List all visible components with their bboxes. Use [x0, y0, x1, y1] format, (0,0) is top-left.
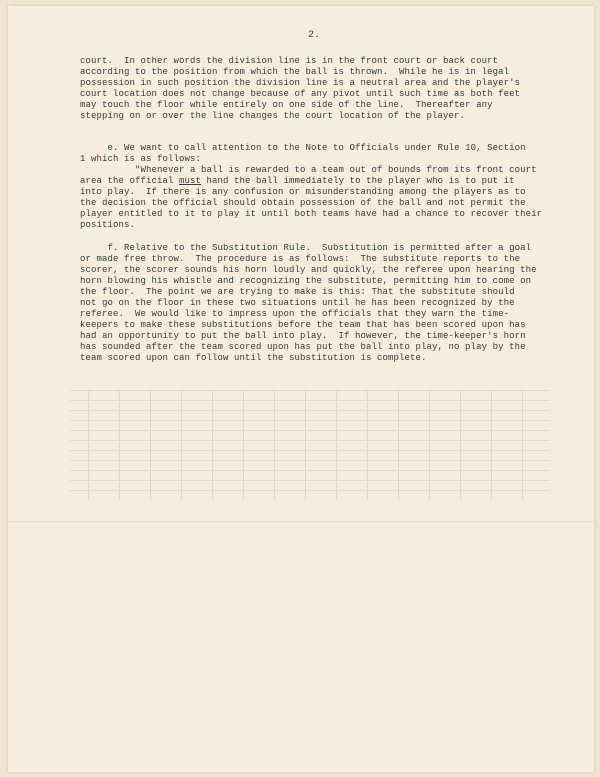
quoted-rule — [80, 165, 560, 231]
text-line-before: area the official — [80, 176, 180, 186]
text-line: keepers to make these substitutions before the team that has been scored upon has — [80, 320, 526, 330]
underlined-word: must — [179, 176, 202, 186]
text-line: team scored upon can follow until the substitution is complete. — [80, 353, 427, 363]
text-line: or made free throw. The procedure is as follows: The substitute reports to the — [80, 254, 521, 264]
text-line: possession in such position the division line is a neutral area and the player's — [80, 78, 521, 88]
page-number: 2. — [308, 30, 321, 41]
text-line: referee. We would like to impress upon the officials that they warn the time- — [80, 309, 510, 319]
text-line: may touch the floor while entirely on one side of the line. Thereafter any — [80, 100, 493, 110]
paragraph-e-note-to-officials — [80, 143, 560, 165]
paragraph-court-location — [80, 56, 560, 122]
text-line: player entitled to it to play it until both teams have had a chance to recover their — [80, 209, 543, 219]
text-line: the floor. The point we are trying to make is this: That the substitute should — [80, 287, 515, 297]
text-line: horn blowing his whistle and recognizing the substitute, permitting him to come on — [80, 276, 532, 286]
text-line: f. Relative to the Substitution Rule. Substitution is permitted after a goal — [107, 243, 532, 253]
text-line: scorer, the scorer sounds his horn loudly and quickly, the referee upon hearing the — [80, 265, 537, 275]
text-line-after: hand the ball immediately to the player who is to put it — [201, 176, 515, 186]
text-line: has sounded after the team scored upon has put the ball into play, no play by the — [80, 342, 526, 352]
text-line: court. In other words the division line is in the front court or back court — [80, 56, 499, 66]
text-line: not go on the floor in these two situations until he has been recognized by the — [80, 298, 515, 308]
text-line: had an opportunity to put the ball into play. If however, the time-keeper's horn — [80, 331, 526, 341]
ink-bleed-through — [70, 390, 550, 500]
text-line: positions. — [80, 220, 136, 230]
paragraph-f-substitution-rule — [80, 243, 560, 364]
text-line: court location does not change because of any pivot until such time as both feet — [80, 89, 521, 99]
text-line: stepping on or over the line changes the court location of the player. — [80, 111, 466, 121]
text-line: e. We want to call attention to the Note to Officials under Rule 10, Section — [107, 143, 526, 153]
text-line: according to the position from which the ball is thrown. While he is in legal — [80, 67, 510, 77]
text-line: into play. If there is any confusion or misunderstanding among the players as to — [80, 187, 526, 197]
paper-fold-crease — [8, 521, 594, 523]
text-line: the decision the official should obtain possession of the ball and not permit the — [80, 198, 526, 208]
text-line: "Whenever a ball is rewarded to a team out of bounds from its front court — [135, 165, 537, 175]
text-line: 1 which is as follows: — [80, 154, 202, 164]
